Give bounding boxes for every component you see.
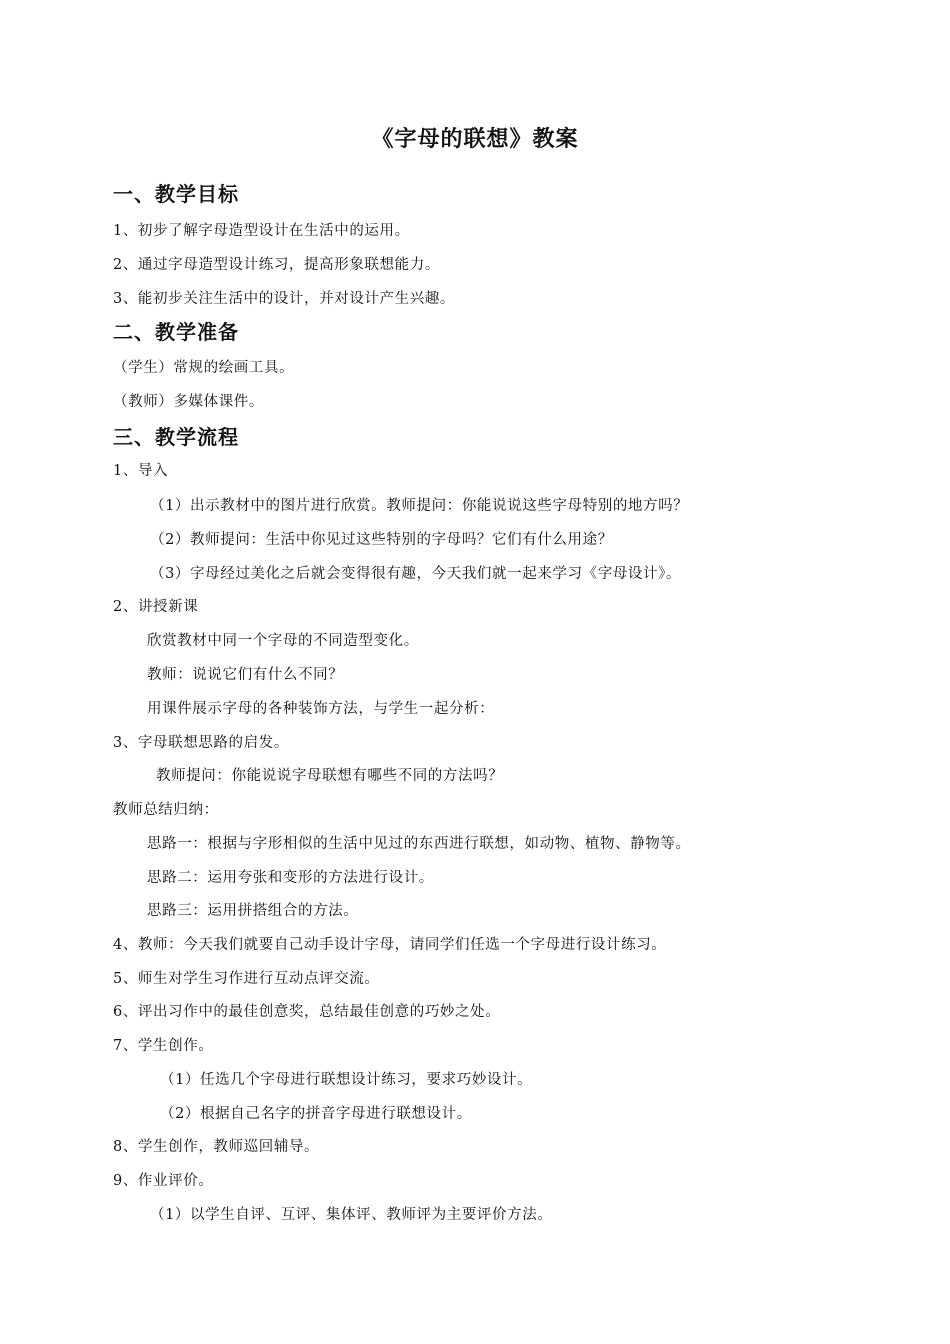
paragraph-line: 7、学生创作。: [113, 1038, 214, 1054]
paragraph-line: 9、作业评价。: [113, 1173, 214, 1189]
paragraph-line: （2）教师提问：生活中你见过这些特别的字母吗？它们有什么用途？: [150, 532, 613, 548]
paragraph-line: 6、评出习作中的最佳创意奖，总结最佳创意的巧妙之处。: [113, 1004, 501, 1020]
section-heading-process: 三、教学流程: [113, 425, 239, 449]
paragraph-line: 欣赏教材中同一个字母的不同造型变化。: [147, 633, 419, 649]
section-heading-preparation: 二、教学准备: [113, 320, 239, 344]
paragraph-line: 2、通过字母造型设计练习，提高形象联想能力。: [113, 257, 440, 273]
paragraph-line: 教师总结归纳：: [113, 802, 219, 818]
paragraph-line: 4、教师：今天我们就要自己动手设计字母，请同学们任选一个字母进行设计练习。: [113, 937, 667, 953]
paragraph-line: （1）以学生自评、互评、集体评、教师评为主要评价方法。: [150, 1207, 553, 1223]
section-heading-goals: 一、教学目标: [113, 182, 239, 206]
paragraph-line: （2）根据自己名字的拼音字母进行联想设计。: [160, 1106, 472, 1122]
paragraph-line: 用课件展示字母的各种装饰方法，与学生一起分析：: [147, 701, 495, 717]
paragraph-line: 教师提问：你能说说字母联想有哪些不同的方法吗？: [156, 768, 504, 784]
paragraph-line: 1、初步了解字母造型设计在生活中的运用。: [113, 223, 410, 239]
document-title: 《字母的联想》教案: [371, 126, 579, 152]
paragraph-line: 8、学生创作，教师巡回辅导。: [113, 1139, 320, 1155]
paragraph-line: 教师：说说它们有什么不同？: [147, 667, 344, 683]
paragraph-line: 思路二：运用夸张和变形的方法进行设计。: [147, 870, 434, 886]
paragraph-line: 2、讲授新课: [113, 599, 199, 615]
paragraph-line: 思路三：运用拼搭组合的方法。: [147, 903, 359, 919]
paragraph-line: （3）字母经过美化之后就会变得很有趣，今天我们就一起来学习《字母设计》。: [150, 566, 682, 582]
paragraph-line: （1）任选几个字母进行联想设计练习，要求巧妙设计。: [160, 1072, 533, 1088]
paragraph-line: 3、字母联想思路的启发。: [113, 735, 289, 751]
paragraph-line: 1、导入: [113, 463, 169, 479]
paragraph-line: 3、能初步关注生活中的设计，并对设计产生兴趣。: [113, 291, 456, 307]
paragraph-line: （1）出示教材中的图片进行欣赏。教师提问：你能说说这些字母特别的地方吗？: [150, 498, 689, 514]
paragraph-line: （教师）多媒体课件。: [113, 394, 264, 410]
paragraph-line: 思路一：根据与字形相似的生活中见过的东西进行联想，如动物、植物、静物等。: [147, 836, 691, 852]
paragraph-line: （学生）常规的绘画工具。: [113, 360, 295, 376]
paragraph-line: 5、师生对学生习作进行互动点评交流。: [113, 971, 380, 987]
